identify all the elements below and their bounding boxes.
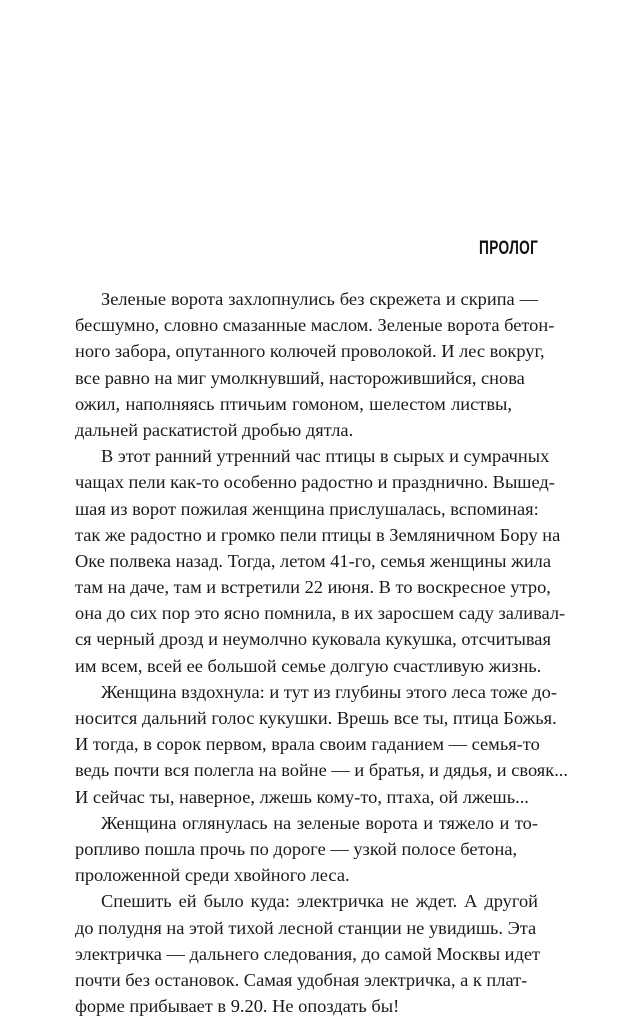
text-line: Женщина вздохнула: и тут из глубины этого леса тоже до- <box>101 681 557 702</box>
text-line: ведь почти вся полегла на войне — и братья, и дядья, и свояк... <box>75 760 568 781</box>
text-line: им всем, всей ее большой семье долгую счастливую жизнь. <box>75 655 542 676</box>
text-line: проложенной среди хвойного леса. <box>75 865 350 886</box>
body-text <box>75 286 568 1019</box>
paragraph <box>75 443 566 679</box>
text-line: шая из ворот пожилая женщина прислушалась, вспоминая: <box>75 498 539 519</box>
text-line: И тогда, в сорок первом, врала своим гаданием — семья-то <box>75 734 540 755</box>
text-line: В этот ранний утренний час птицы в сырых и сумрачных <box>101 446 550 467</box>
text-line: электричка — дальнего следования, до самой Москвы идет <box>75 943 541 964</box>
text-line: И сейчас ты, наверное, лжешь кому-то, птаха, ой лжешь... <box>75 786 529 807</box>
text-line: все равно на миг умолкнувший, насторожившийся, снова <box>75 367 525 388</box>
text-line: ожил, наполняясь птичьим гомоном, шелестом листвы, <box>75 393 512 414</box>
text-line: она до сих пор это ясно помнила, в их заросшем саду заливал- <box>75 603 566 624</box>
paragraph <box>75 810 538 889</box>
text-line: бесшумно, словно смазанные маслом. Зеленые ворота бетон- <box>75 315 555 336</box>
text-line: носится дальний голос кукушки. Врешь все ты, птица Божья. <box>75 708 557 728</box>
text-line: ся черный дрозд и неумолчно куковала кукушка, отсчитывая <box>75 629 551 650</box>
paragraph <box>75 286 555 443</box>
text-line: дальней раскатистой дробью дятла. <box>75 419 354 440</box>
text-line: так же радостно и громко пели птицы в Земляничном Бору на <box>75 524 561 545</box>
text-line: ного забора, опутанного колючей проволокой. И лес вокруг, <box>75 341 545 362</box>
text-line: Зеленые ворота захлопнулись без скрежета и скрипа — <box>101 289 538 309</box>
paragraph <box>75 888 541 1019</box>
text-line: там на даче, там и встретили 22 июня. В то воскресное утро, <box>75 577 551 598</box>
text-line: почти без остановок. Самая удобная электричка, а к плат- <box>75 969 528 990</box>
chapter-title: ПРОЛОГ <box>478 238 538 259</box>
text-line: Спешить ей было куда: электричка не ждет. А другой <box>101 891 538 912</box>
paragraph <box>75 679 568 810</box>
text-line: Женщина оглянулась на зеленые ворота и тяжело и то- <box>101 812 538 833</box>
text-line: ропливо пошла прочь по дороге — узкой полосе бетона, <box>75 838 518 859</box>
text-line: чащах пели как-то особенно радостно и празднично. Вышед- <box>75 472 555 493</box>
text-line: форме прибывает в 9.20. Не опоздать бы! <box>75 996 400 1017</box>
text-line: Оке полвека назад. Тогда, летом 41-го, семья женщины жила <box>75 550 552 571</box>
text-line: до полудня на этой тихой лесной станции не увидишь. Эта <box>75 917 537 938</box>
